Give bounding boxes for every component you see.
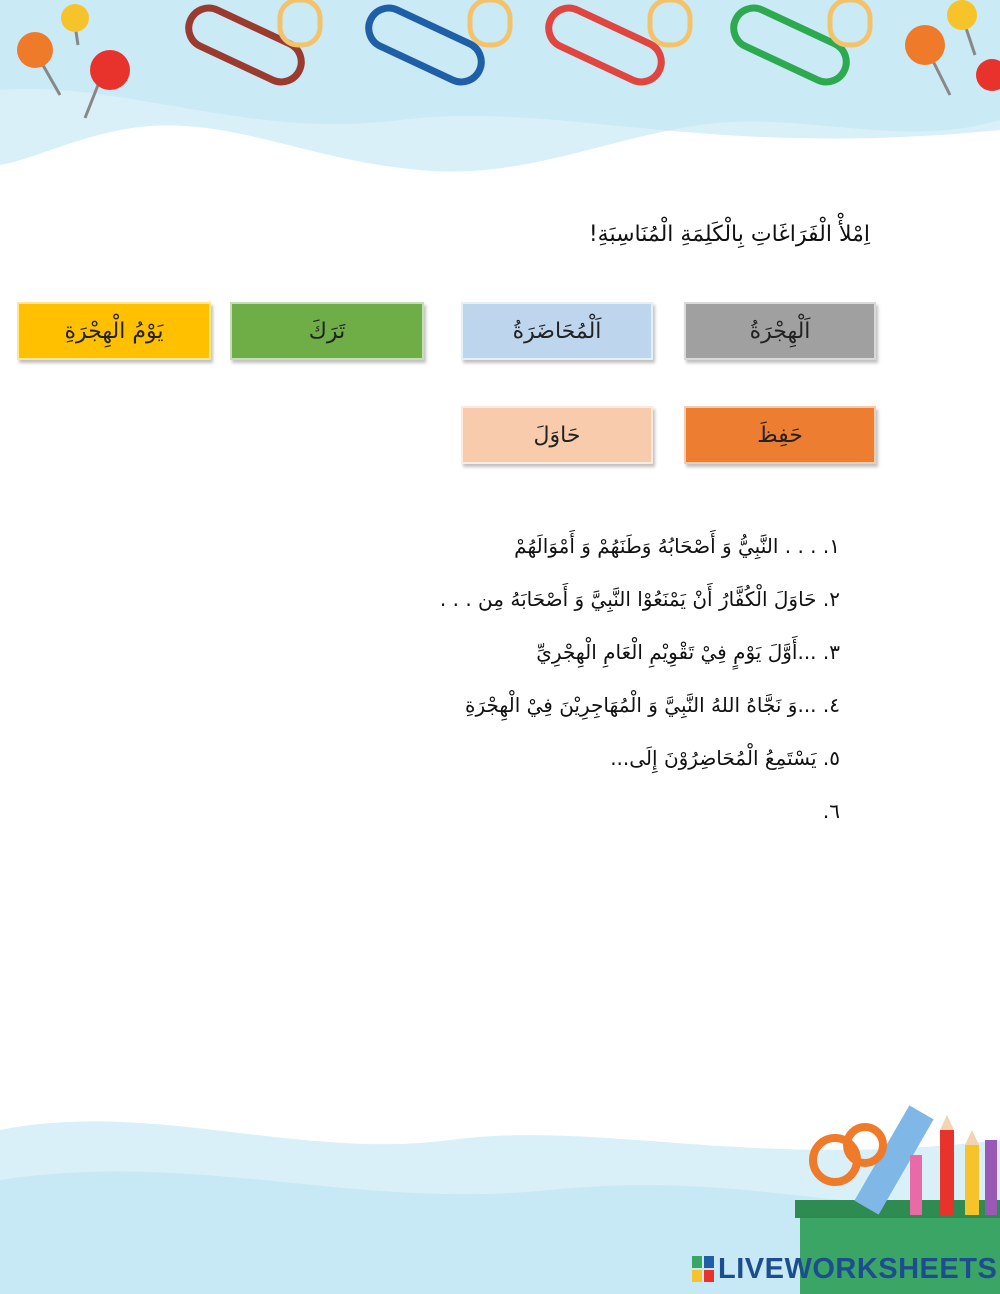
sentence-item: ٢. حَاوَلَ الْكُفَّارُ أَنْ يَمْنَعُوْا النَّبِيَّ وَ أَصْحَابَهُ مِن . . . — [439, 587, 840, 611]
instruction-heading: اِمْلأْ الْفَرَاغَاتِ بِالْكَلِمَةِ الْمُنَاسِبَةِ! — [588, 222, 870, 247]
sentence-list — [440, 526, 840, 844]
logo-text: LIVEWORKSHEETS — [718, 1252, 998, 1285]
word-option[interactable]: حَفِظَ — [684, 406, 876, 464]
sentence-item: ٥. يَسْتَمِعُ الْمُحَاضِرُوْنَ إِلَى... — [610, 746, 840, 770]
sentence-item: ٦. — [822, 799, 840, 823]
top-decoration — [0, 0, 1000, 200]
word-option[interactable]: اَلْمُحَاضَرَةُ — [461, 302, 653, 360]
logo-badge-icon — [692, 1256, 714, 1282]
word-option[interactable]: حَاوَلَ — [461, 406, 653, 464]
sentence-item: ٣. ...أَوَّلَ يَوْمٍ فِيْ تَقْوِيْمِ الْعَامِ الْهِجْرِيِّ — [536, 640, 840, 664]
sentence-item: ١. . . . النَّبِيُّ وَ أَصْحَابُهُ وَطَنَهُمْ وَ أَمْوَالَهُمْ — [514, 534, 840, 558]
word-option[interactable]: اَلْهِجْرَةُ — [684, 302, 876, 360]
word-option[interactable]: يَوْمُ الْهِجْرَةِ — [17, 302, 211, 360]
sentence-item: ٤. ...وَ نَجَّاهُ اللهُ النَّبِيَّ وَ الْمُهَاجِرِيْنَ فِيْ الْهِجْرَةِ — [464, 693, 840, 717]
word-option[interactable]: تَرَكَ — [230, 302, 424, 360]
liveworksheets-logo — [692, 1252, 997, 1286]
